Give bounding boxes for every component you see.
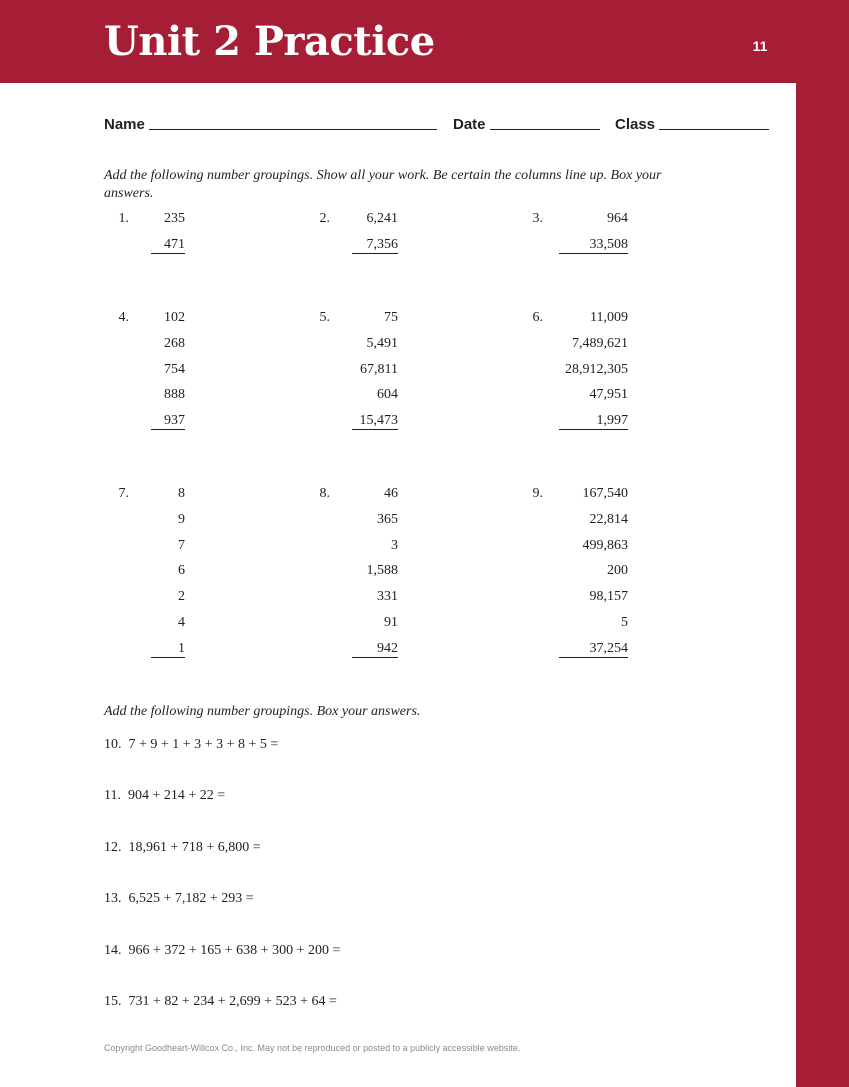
page-number: 11 (752, 38, 768, 54)
addition-problem: 11. 904 + 214 + 22 = (104, 788, 226, 804)
addend: 67,811 (360, 361, 398, 377)
addend-last: 1,997 (559, 413, 628, 430)
addend: 268 (164, 335, 185, 351)
problem-number: 6. (532, 310, 543, 325)
addend: 47,951 (589, 387, 628, 403)
addend: 499,863 (582, 537, 628, 553)
addend: 9 (178, 511, 185, 527)
addend: 91 (384, 615, 398, 630)
addend: 4 (178, 615, 185, 630)
addition-problem: 12. 18,961 + 718 + 6,800 = (104, 839, 261, 855)
addend: 604 (377, 387, 398, 403)
problem-number: 2. (319, 211, 330, 226)
date-field[interactable] (453, 113, 600, 133)
addend-last: 33,508 (559, 237, 628, 254)
addition-problem: 10. 7 + 9 + 1 + 3 + 3 + 8 + 5 = (104, 737, 279, 752)
instructions-2: Add the following number groupings. Box your answers. (104, 704, 421, 719)
problem-number: 7. (118, 486, 129, 501)
addend: 8 (178, 486, 185, 501)
addend: 98,157 (589, 589, 628, 605)
addend: 22,814 (589, 511, 628, 527)
class-label: Class (615, 116, 656, 133)
problem-number: 4. (118, 310, 129, 325)
problem-number: 1. (118, 211, 129, 226)
addend: 3 (391, 537, 398, 553)
addend: 5,491 (366, 335, 398, 351)
addend: 7,489,621 (572, 335, 628, 351)
problem-number: 9. (532, 486, 543, 501)
addend: 235 (164, 211, 185, 226)
problem-number: 8. (319, 486, 330, 501)
addend: 754 (164, 361, 185, 377)
addend-last: 15,473 (352, 413, 398, 430)
addend-last: 471 (151, 237, 185, 254)
date-label: Date (453, 116, 486, 133)
addend: 46 (384, 486, 398, 501)
copyright-notice: Copyright Goodheart-Willcox Co., Inc. May not be reproduced or posted to a publicly accessible website. (104, 1043, 521, 1053)
instructions-1: Add the following number groupings. Show all your work. Be certain the columns line up. Box your answers. (104, 168, 662, 201)
addition-problem: 14. 966 + 372 + 165 + 638 + 300 + 200 = (104, 942, 341, 958)
name-label: Name (104, 116, 145, 133)
side-bar (796, 83, 849, 1087)
problem-number: 3. (532, 211, 543, 226)
addend: 1,588 (366, 563, 398, 579)
addend: 11,009 (590, 310, 628, 325)
class-field[interactable] (615, 113, 769, 133)
addend: 6 (178, 563, 185, 579)
addend: 167,540 (582, 486, 628, 501)
addend: 888 (164, 387, 185, 403)
name-field[interactable] (104, 113, 437, 133)
addend: 200 (607, 563, 628, 579)
page-header (0, 0, 849, 83)
addend: 5 (621, 615, 628, 630)
addend-last: 7,356 (352, 237, 398, 254)
addend-last: 37,254 (559, 641, 628, 658)
addend: 331 (377, 589, 398, 605)
addend: 75 (384, 310, 398, 325)
addend-last: 937 (151, 413, 185, 430)
addend: 28,912,305 (565, 361, 628, 377)
addend: 102 (164, 310, 185, 325)
addition-problem: 13. 6,525 + 7,182 + 293 = (104, 891, 254, 907)
addend: 6,241 (366, 211, 398, 226)
addend: 7 (178, 537, 185, 553)
addend: 2 (178, 589, 185, 605)
addend: 365 (377, 511, 398, 527)
name-line[interactable] (149, 115, 437, 130)
addend-last: 1 (151, 641, 185, 658)
problem-number: 5. (319, 310, 330, 325)
addition-problem: 15. 731 + 82 + 234 + 2,699 + 523 + 64 = (104, 994, 337, 1009)
addend-last: 942 (352, 641, 398, 658)
class-line[interactable] (659, 115, 769, 130)
addend: 964 (607, 211, 628, 226)
date-line[interactable] (490, 115, 600, 130)
page-title: Unit 2 Practice (104, 18, 435, 65)
